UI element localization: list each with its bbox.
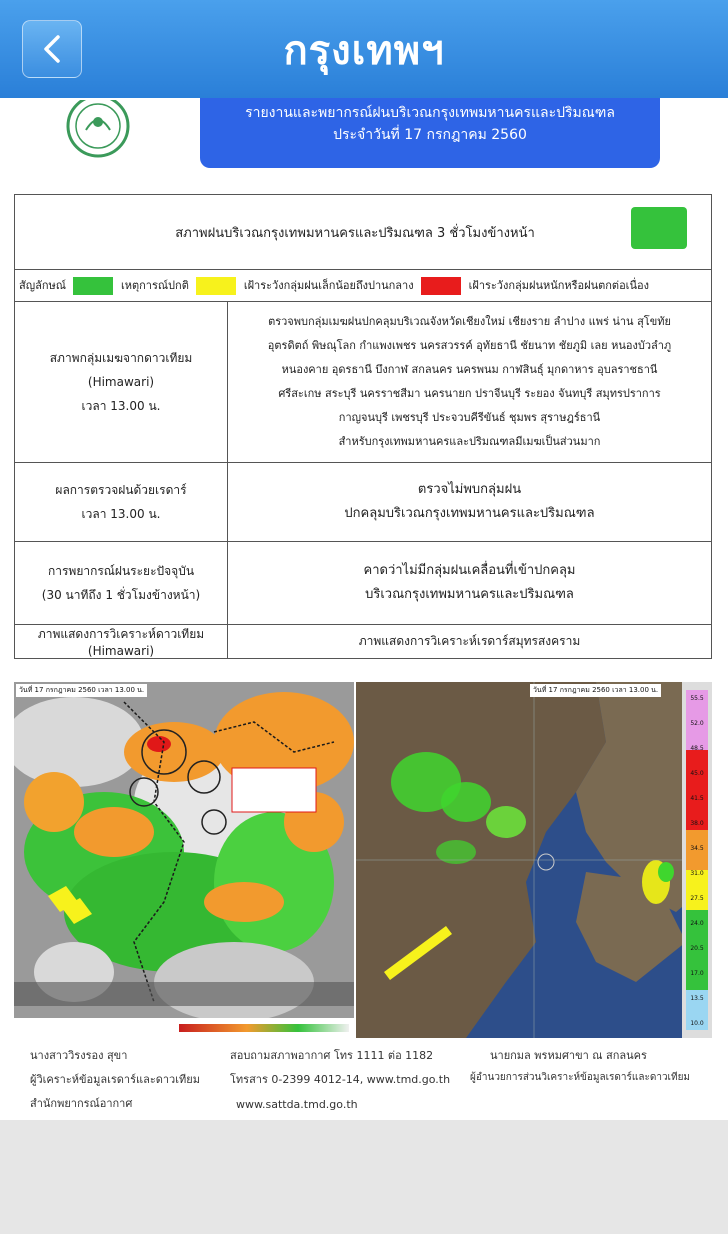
footer-name-right: นายกมล พรหมศาขา ณ สกลนคร — [490, 1049, 647, 1062]
satellite-row — [15, 302, 712, 463]
row-label: การพยากรณ์ฝนระยะปัจจุบัน — [47, 564, 195, 578]
scale-label: 31.0 — [690, 870, 704, 877]
satellite-image — [14, 682, 354, 1038]
status-title: สภาพฝนบริเวณกรุงเทพมหานครและปริมณฑล 3 ชั่วโมงข้างหน้า — [175, 225, 535, 241]
rain-report-table — [14, 194, 712, 659]
report-banner — [200, 98, 660, 168]
row-text: อุตรดิตถ์ พิษณุโลก กำแพงเพชร นครสวรรค์ อุทัยธานี ชัยนาท ชัยภูมิ เลย หนองบัวลำภู — [267, 339, 672, 352]
report-document — [0, 98, 728, 1120]
legend-label: สัญลักษณ์ — [19, 279, 66, 292]
footer-role-left: ผู้วิเคราะห์ข้อมูลเรดาร์และดาวเทียม — [30, 1073, 200, 1086]
legend-swatch-yellow — [196, 277, 236, 295]
radar-timestamp: วันที่ 17 กรกฎาคม 2560 เวลา 13.00 น. — [530, 684, 661, 697]
row-text: บริเวณกรุงเทพมหานครและปริมณฑล — [365, 587, 574, 602]
satellite-timestamp: วันที่ 17 กรกฎาคม 2560 เวลา 13.00 น. — [16, 684, 147, 697]
footer-fax: โทรสาร 0-2399 4012-14, www.tmd.go.th — [230, 1073, 451, 1086]
scale-label: 27.5 — [690, 895, 704, 902]
legend-text-watch: เฝ้าระวังกลุ่มฝนเล็กน้อยถึงปานกลาง — [243, 279, 414, 292]
row-text: ตรวจพบกลุ่มเมฆฝนปกคลุมบริเวณจังหวัดเชียงใหม่ เชียงราย ลำปาง แพร่ น่าน สุโขทัย — [268, 315, 671, 328]
scale-label: 20.5 — [690, 945, 704, 952]
map-header-row — [15, 625, 712, 659]
status-row — [15, 195, 712, 270]
page-title: กรุงเทพฯ — [283, 28, 445, 74]
footer-office: สำนักพยากรณ์อากาศ — [30, 1097, 133, 1110]
scale-label: 17.0 — [690, 970, 704, 977]
status-indicator — [631, 207, 687, 249]
scale-label: 34.5 — [690, 845, 704, 852]
app-header — [0, 0, 728, 98]
row-label: สภาพกลุ่มเมฆจากดาวเทียม — [49, 351, 193, 365]
tmd-logo — [56, 100, 140, 160]
scale-label: 38.0 — [690, 820, 704, 827]
row-text: ตรวจไม่พบกลุ่มฝน — [417, 482, 522, 497]
radar-map[interactable] — [356, 682, 712, 1038]
row-label: เวลา 13.00 น. — [81, 507, 161, 521]
row-text: หนองคาย อุดรธานี บึงกาฬ สกลนคร นครพนม กาฬสินธุ์ มุกดาหาร อุบลราชธานี — [281, 363, 658, 376]
row-label: (30 นาทีถึง 1 ชั่วโมงข้างหน้า) — [41, 588, 201, 602]
footer-name-left: นางสาววิรงรอง สุขา — [30, 1049, 128, 1062]
radar-row — [15, 463, 712, 542]
legend-swatch-green — [73, 277, 113, 295]
banner-date: ประจำวันที่ 17 กรกฎาคม 2560 — [333, 127, 527, 143]
footer-contact: สอบถามสภาพอากาศ โทร 1111 ต่อ 1182 — [230, 1049, 434, 1062]
legend-text-normal: เหตุการณ์ปกติ — [120, 279, 189, 292]
radar-scale — [686, 686, 708, 1036]
scale-label: 48.5 — [690, 745, 704, 752]
radar-map-header: ภาพแสดงการวิเคราะห์เรดาร์สมุทรสงคราม — [228, 625, 712, 659]
legend-row — [15, 270, 712, 302]
footer-role-right: ผู้อำนวยการส่วนวิเคราะห์ข้อมูลเรดาร์และดาวเทียม — [470, 1072, 691, 1083]
row-label: เวลา 13.00 น. — [81, 399, 161, 413]
maps-area — [14, 682, 712, 1038]
scale-label: 52.0 — [690, 720, 704, 727]
scale-label: 41.5 — [690, 795, 704, 802]
row-text: สำหรับกรุงเทพมหานครและปริมณฑลมีเมฆเป็นส่วนมาก — [338, 435, 601, 448]
satellite-map-header: ภาพแสดงการวิเคราะห์ดาวเทียม (Himawari) — [15, 625, 228, 659]
scale-label: 13.5 — [690, 995, 704, 1002]
footer-website[interactable]: www.sattda.tmd.go.th — [236, 1098, 358, 1111]
row-text: คาดว่าไม่มีกลุ่มฝนเคลื่อนที่เข้าปกคลุม — [363, 563, 576, 578]
banner-title: รายงานและพยากรณ์ฝนบริเวณกรุงเทพมหานครและปริมณฑล — [245, 105, 615, 121]
row-text: ศรีสะเกษ สระบุรี นครราชสีมา นครนายก ปราจีนบุรี ระยอง จันทบุรี สมุทรปราการ — [278, 387, 661, 400]
scale-label: 24.0 — [690, 920, 704, 927]
row-label: (Himawari) — [87, 375, 155, 389]
legend-swatch-red — [421, 277, 461, 295]
row-text: กาญจนบุรี เพชรบุรี ประจวบคีรีขันธ์ ชุมพร สุราษฎร์ธานี — [338, 411, 601, 424]
row-label: ผลการตรวจฝนด้วยเรดาร์ — [55, 483, 187, 497]
radar-image — [356, 682, 712, 1038]
scale-label: 10.0 — [690, 1020, 704, 1027]
nowcast-row — [15, 542, 712, 625]
row-text: ปกคลุมบริเวณกรุงเทพมหานครและปริมณฑล — [344, 506, 595, 521]
scale-label: 55.5 — [690, 695, 704, 702]
scale-label: 45.0 — [690, 770, 704, 777]
legend-text-warning: เฝ้าระวังกลุ่มฝนหนักหรือฝนตกต่อเนื่อง — [468, 279, 649, 292]
satellite-map[interactable] — [14, 682, 354, 1038]
